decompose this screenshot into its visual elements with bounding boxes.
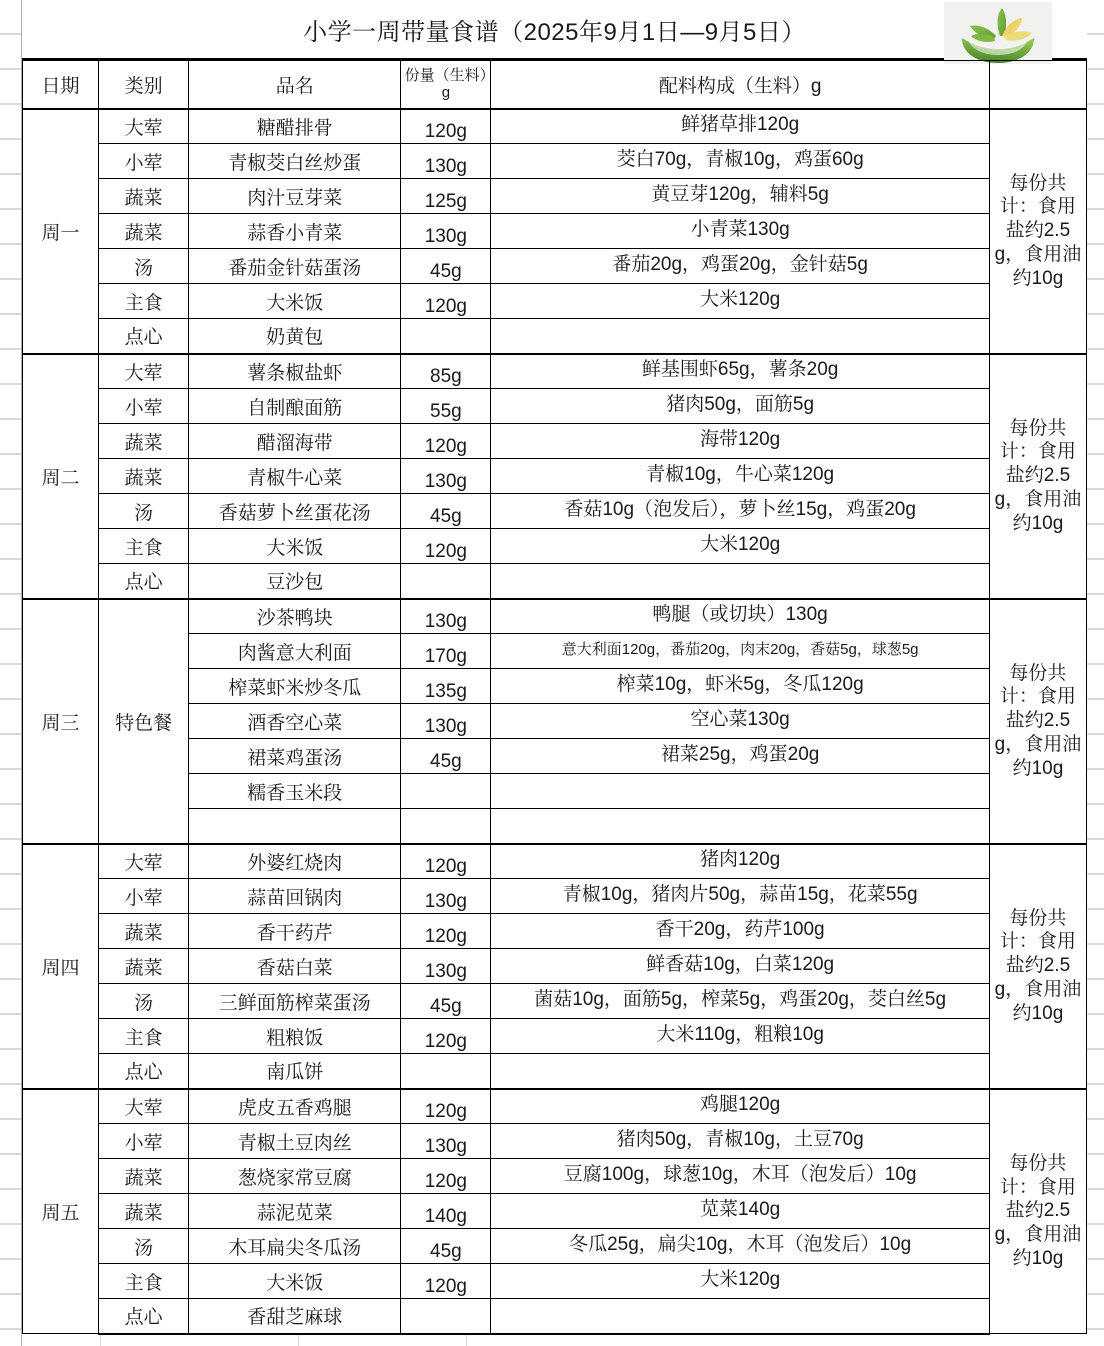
page-title: 小学一周带量食谱（2025年9月1日—9月5日） <box>303 18 806 46</box>
category-label: 点心 <box>99 1054 189 1089</box>
dish-ingredients <box>491 669 989 704</box>
dish-name: 南瓜饼 <box>189 1054 401 1089</box>
dish-portion-value: 130g <box>424 611 467 633</box>
dish-portion-value: 135g <box>424 681 467 702</box>
dish-portion <box>401 634 491 669</box>
category-label: 点心 <box>99 319 189 354</box>
dish-portion <box>401 459 491 494</box>
dish-name: 榨菜虾米炒冬瓜 <box>189 669 401 704</box>
table-row <box>23 354 1087 389</box>
dish-ingredients <box>491 179 989 214</box>
dish-portion <box>401 249 491 284</box>
category-label: 蔬菜 <box>99 214 189 249</box>
dish-portion-value: 140g <box>424 1206 467 1227</box>
dish-name: 自制酿面筋 <box>189 389 401 424</box>
dish-ingredients <box>491 704 989 739</box>
dish-portion-value: 120g <box>424 121 467 143</box>
dish-ingredients-value: 鸡腿120g <box>699 1094 781 1116</box>
dish-name: 醋溜海带 <box>189 424 401 459</box>
dish-name: 大米饭 <box>189 1264 401 1299</box>
dish-portion-value: 130g <box>424 471 467 492</box>
dish-ingredients-value: 猪肉50g，面筋5g <box>666 394 815 416</box>
dish-name: 番茄金针菇蛋汤 <box>189 249 401 284</box>
dish-ingredients-value: 香干20g，药芹100g <box>655 919 825 941</box>
dish-portion <box>401 1089 491 1124</box>
category-label: 主食 <box>99 284 189 319</box>
dish-portion <box>401 284 491 319</box>
dish-name: 肉酱意大利面 <box>189 634 401 669</box>
category-label: 蔬菜 <box>99 1159 189 1194</box>
dish-ingredients <box>491 564 989 599</box>
dish-name: 香菇白菜 <box>189 949 401 984</box>
table-row <box>23 879 1087 914</box>
table-row <box>23 424 1087 459</box>
dish-portion-value: 120g <box>424 296 467 317</box>
dish-portion <box>401 809 491 844</box>
category-label: 蔬菜 <box>99 424 189 459</box>
header-date: 日期 <box>23 61 99 109</box>
dish-portion <box>401 1054 491 1089</box>
table-row <box>23 1299 1087 1334</box>
dish-name: 木耳扁尖冬瓜汤 <box>189 1229 401 1264</box>
day-label: 周一 <box>23 109 99 354</box>
dish-ingredients-value: 豆腐100g，球葱10g，木耳（泡发后）10g <box>563 1164 917 1186</box>
dish-portion-value: 45g <box>430 1241 462 1262</box>
dish-portion-value: 120g <box>424 1031 467 1052</box>
category-label: 小荤 <box>99 389 189 424</box>
dish-ingredients-value: 鸭腿（或切块）130g <box>652 604 828 626</box>
dish-ingredients <box>491 1054 989 1089</box>
table-row <box>23 949 1087 984</box>
dish-portion <box>401 669 491 704</box>
category-label: 大荤 <box>99 1089 189 1124</box>
dish-name <box>189 809 401 844</box>
table-row <box>23 214 1087 249</box>
weekly-menu-table <box>22 60 1087 1335</box>
dish-portion <box>401 914 491 949</box>
header-category: 类别 <box>99 61 189 109</box>
dish-portion <box>401 704 491 739</box>
table-row <box>23 1089 1087 1124</box>
category-label: 蔬菜 <box>99 1194 189 1229</box>
category-label: 点心 <box>99 1299 189 1334</box>
dish-name: 蒜苗回锅肉 <box>189 879 401 914</box>
table-row <box>23 564 1087 599</box>
spreadsheet-grid-bottom-line <box>466 1333 467 1346</box>
table-row <box>23 389 1087 424</box>
dish-portion-value: 120g <box>424 926 467 947</box>
dish-portion <box>401 564 491 599</box>
dish-name: 粗粮饭 <box>189 1019 401 1054</box>
dish-name: 糯香玉米段 <box>189 774 401 809</box>
dish-portion-value: 45g <box>430 996 462 1017</box>
dish-name: 沙茶鸭块 <box>189 599 401 634</box>
title-band <box>22 0 1087 60</box>
dish-ingredients-value: 苋菜140g <box>699 1199 781 1221</box>
dish-ingredients-value: 大米120g <box>699 289 781 311</box>
dish-ingredients <box>491 1089 989 1124</box>
table-row <box>23 459 1087 494</box>
dish-ingredients <box>491 284 989 319</box>
dish-portion <box>401 1299 491 1334</box>
dish-name: 青椒牛心菜 <box>189 459 401 494</box>
category-label: 大荤 <box>99 109 189 144</box>
table-row <box>23 284 1087 319</box>
dish-ingredients <box>491 914 989 949</box>
dish-ingredients <box>491 1194 989 1229</box>
category-label: 汤 <box>99 1229 189 1264</box>
dish-ingredients <box>491 389 989 424</box>
table-row <box>23 144 1087 179</box>
dish-portion-value: 85g <box>430 366 462 388</box>
dish-ingredients <box>491 984 989 1019</box>
category-label: 小荤 <box>99 144 189 179</box>
dish-ingredients <box>491 214 989 249</box>
dish-name: 奶黄包 <box>189 319 401 354</box>
dish-name: 大米饭 <box>189 529 401 564</box>
dish-ingredients-value: 鲜猪草排120g <box>680 114 800 136</box>
category-label: 特色餐 <box>99 599 189 844</box>
dish-portion-value: 125g <box>424 191 467 212</box>
dish-name: 酒香空心菜 <box>189 704 401 739</box>
dish-ingredients <box>491 249 989 284</box>
category-label: 小荤 <box>99 1124 189 1159</box>
dish-name: 豆沙包 <box>189 564 401 599</box>
dish-name: 糖醋排骨 <box>189 109 401 144</box>
dish-portion <box>401 494 491 529</box>
table-row <box>23 1194 1087 1229</box>
table-row <box>23 529 1087 564</box>
dish-portion-value: 130g <box>424 891 467 912</box>
dish-ingredients-value: 鲜基围虾65g，薯条20g <box>641 359 839 381</box>
category-label: 汤 <box>99 494 189 529</box>
dish-ingredients-value: 青椒10g，牛心菜120g <box>646 464 835 486</box>
dish-portion <box>401 109 491 144</box>
dish-ingredients <box>491 1299 989 1334</box>
dish-ingredients <box>491 1159 989 1194</box>
table-row <box>23 109 1087 144</box>
dish-portion-value: 45g <box>430 506 462 527</box>
dish-name: 大米饭 <box>189 284 401 319</box>
daily-condiment-summary: 每份共计：食用盐约2.5g，食用油约10g <box>989 1089 1086 1334</box>
dish-ingredients-value: 香菇10g（泡发后），萝卜丝15g，鸡蛋20g <box>564 499 916 521</box>
dish-ingredients-value: 海带120g <box>699 429 781 451</box>
dish-portion-value: 130g <box>424 156 467 177</box>
dish-ingredients <box>491 1264 989 1299</box>
dish-portion-value: 120g <box>424 1101 467 1123</box>
dish-portion <box>401 354 491 389</box>
dish-ingredients-value: 猪肉120g <box>699 849 781 871</box>
dish-ingredients <box>491 319 989 354</box>
dish-ingredients <box>491 109 989 144</box>
table-row <box>23 1054 1087 1089</box>
dish-ingredients-value: 青椒10g，猪肉片50g，蒜苗15g，花菜55g <box>562 884 918 906</box>
dish-portion <box>401 214 491 249</box>
dish-ingredients <box>491 634 989 669</box>
category-label: 蔬菜 <box>99 949 189 984</box>
dish-ingredients <box>491 739 989 774</box>
spreadsheet-grid-bottom <box>22 1333 1087 1346</box>
dish-portion <box>401 599 491 634</box>
dish-portion <box>401 424 491 459</box>
table-row <box>23 179 1087 214</box>
dish-name: 葱烧家常豆腐 <box>189 1159 401 1194</box>
table-row <box>23 914 1087 949</box>
dish-ingredients-value: 冬瓜25g，扁尖10g，木耳（泡发后）10g <box>569 1234 912 1256</box>
dish-ingredients-value: 空心菜130g <box>690 709 790 731</box>
category-label: 大荤 <box>99 844 189 879</box>
dish-portion <box>401 1264 491 1299</box>
dish-ingredients <box>491 1019 989 1054</box>
category-label: 小荤 <box>99 879 189 914</box>
dish-portion <box>401 949 491 984</box>
dish-name: 肉汁豆芽菜 <box>189 179 401 214</box>
dish-ingredients <box>491 879 989 914</box>
dish-portion <box>401 389 491 424</box>
day-label: 周三 <box>23 599 99 844</box>
dish-portion-value: 130g <box>424 1136 467 1157</box>
category-label: 蔬菜 <box>99 459 189 494</box>
dish-portion <box>401 529 491 564</box>
dish-name: 香干药芹 <box>189 914 401 949</box>
dish-name: 青椒茭白丝炒蛋 <box>189 144 401 179</box>
dish-name: 青椒土豆肉丝 <box>189 1124 401 1159</box>
category-label: 汤 <box>99 984 189 1019</box>
dish-name: 香菇萝卜丝蛋花汤 <box>189 494 401 529</box>
dish-portion <box>401 879 491 914</box>
dish-ingredients <box>491 809 989 844</box>
dish-portion-value: 120g <box>424 436 467 457</box>
spreadsheet-row-gutter-left <box>0 0 22 1346</box>
dish-ingredients <box>491 1229 989 1264</box>
dish-portion <box>401 144 491 179</box>
dish-ingredients <box>491 144 989 179</box>
dish-ingredients-value: 大米110g，粗粮10g <box>656 1024 824 1046</box>
category-label: 蔬菜 <box>99 179 189 214</box>
dish-name: 蒜泥苋菜 <box>189 1194 401 1229</box>
dish-ingredients-value: 茭白70g，青椒10g，鸡蛋60g <box>616 149 864 171</box>
dish-ingredients <box>491 529 989 564</box>
dish-portion-value: 120g <box>424 1276 467 1297</box>
dish-ingredients <box>491 949 989 984</box>
dish-ingredients <box>491 774 989 809</box>
table-row <box>23 249 1087 284</box>
dish-name: 薯条椒盐虾 <box>189 354 401 389</box>
category-label: 蔬菜 <box>99 914 189 949</box>
dish-portion <box>401 739 491 774</box>
dish-portion-value: 45g <box>430 751 462 772</box>
dish-name: 裙菜鸡蛋汤 <box>189 739 401 774</box>
table-row <box>23 1124 1087 1159</box>
category-label: 主食 <box>99 529 189 564</box>
daily-condiment-summary: 每份共计：食用盐约2.5g，食用油约10g <box>989 109 1086 354</box>
dish-ingredients <box>491 354 989 389</box>
dish-portion <box>401 844 491 879</box>
category-label: 点心 <box>99 564 189 599</box>
day-label: 周二 <box>23 354 99 599</box>
category-label: 汤 <box>99 249 189 284</box>
dish-portion-value: 130g <box>424 226 467 247</box>
menu-body <box>23 109 1087 1334</box>
category-label: 主食 <box>99 1019 189 1054</box>
dish-name: 香甜芝麻球 <box>189 1299 401 1334</box>
dish-portion <box>401 1194 491 1229</box>
day-label: 周四 <box>23 844 99 1089</box>
dish-portion-value: 130g <box>424 716 467 737</box>
table-row <box>23 319 1087 354</box>
dish-name: 虎皮五香鸡腿 <box>189 1089 401 1124</box>
table-row <box>23 1159 1087 1194</box>
table-row <box>23 984 1087 1019</box>
dish-portion <box>401 984 491 1019</box>
dish-portion <box>401 1019 491 1054</box>
dish-portion <box>401 319 491 354</box>
dish-ingredients <box>491 844 989 879</box>
dish-name: 三鲜面筋榨菜蛋汤 <box>189 984 401 1019</box>
dish-portion <box>401 774 491 809</box>
dish-ingredients <box>491 494 989 529</box>
table-row <box>23 599 1087 634</box>
dish-portion-value: 170g <box>424 646 467 667</box>
dish-ingredients-value: 大米120g <box>699 1269 781 1291</box>
day-label: 周五 <box>23 1089 99 1334</box>
dish-portion <box>401 1229 491 1264</box>
dish-name: 外婆红烧肉 <box>189 844 401 879</box>
dish-portion-value: 55g <box>430 401 462 422</box>
dish-portion-value: 130g <box>424 961 467 982</box>
header-name: 品名 <box>189 61 401 109</box>
dish-ingredients-value: 小青菜130g <box>690 219 790 241</box>
table-row <box>23 1264 1087 1299</box>
dish-ingredients-value: 大米120g <box>699 534 781 556</box>
table-row <box>23 494 1087 529</box>
dish-portion-value: 120g <box>424 541 467 562</box>
dish-portion-value: 45g <box>430 261 462 282</box>
table-row <box>23 1019 1087 1054</box>
table-row <box>23 1229 1087 1264</box>
dish-name: 蒜香小青菜 <box>189 214 401 249</box>
daily-condiment-summary: 每份共计：食用盐约2.5g，食用油约10g <box>989 354 1086 599</box>
dish-ingredients-value: 番茄20g，鸡蛋20g，金针菇5g <box>612 254 868 276</box>
table-row <box>23 844 1087 879</box>
dish-ingredients-value: 猪肉50g，青椒10g，土豆70g <box>616 1129 864 1151</box>
dish-portion <box>401 1159 491 1194</box>
daily-condiment-summary: 每份共计：食用盐约2.5g，食用油约10g <box>989 599 1086 844</box>
dish-portion <box>401 179 491 214</box>
table-header-row <box>23 61 1087 109</box>
dish-ingredients-value: 裙菜25g，鸡蛋20g <box>660 744 820 766</box>
category-label: 主食 <box>99 1264 189 1299</box>
dish-ingredients-value: 黄豆芽120g，辅料5g <box>651 184 829 206</box>
header-ingredients: 配料构成（生料）g <box>491 61 989 109</box>
dish-ingredients-value: 意大利面120g，番茄20g，肉末20g，香菇5g，球葱5g <box>561 641 919 659</box>
header-portion: 份量（生料）g <box>401 61 491 109</box>
dish-ingredients <box>491 459 989 494</box>
dish-ingredients <box>491 424 989 459</box>
spreadsheet-row-gutter-right <box>1087 0 1104 1346</box>
header-summary-spacer <box>989 61 1086 109</box>
dish-portion <box>401 1124 491 1159</box>
daily-condiment-summary: 每份共计：食用盐约2.5g，食用油约10g <box>989 844 1086 1089</box>
dish-ingredients <box>491 1124 989 1159</box>
dish-portion-value: 120g <box>424 1171 467 1192</box>
dish-ingredients <box>491 599 989 634</box>
dish-ingredients-value: 菌菇10g，面筋5g，榨菜5g，鸡蛋20g，茭白丝5g <box>534 989 947 1011</box>
dish-ingredients-value: 鲜香菇10g，白菜120g <box>646 954 835 976</box>
dish-ingredients-value: 榨菜10g，虾米5g，冬瓜120g <box>616 674 864 696</box>
dish-portion-value: 120g <box>424 856 467 878</box>
leaf-bowl-logo <box>944 2 1052 64</box>
category-label: 大荤 <box>99 354 189 389</box>
